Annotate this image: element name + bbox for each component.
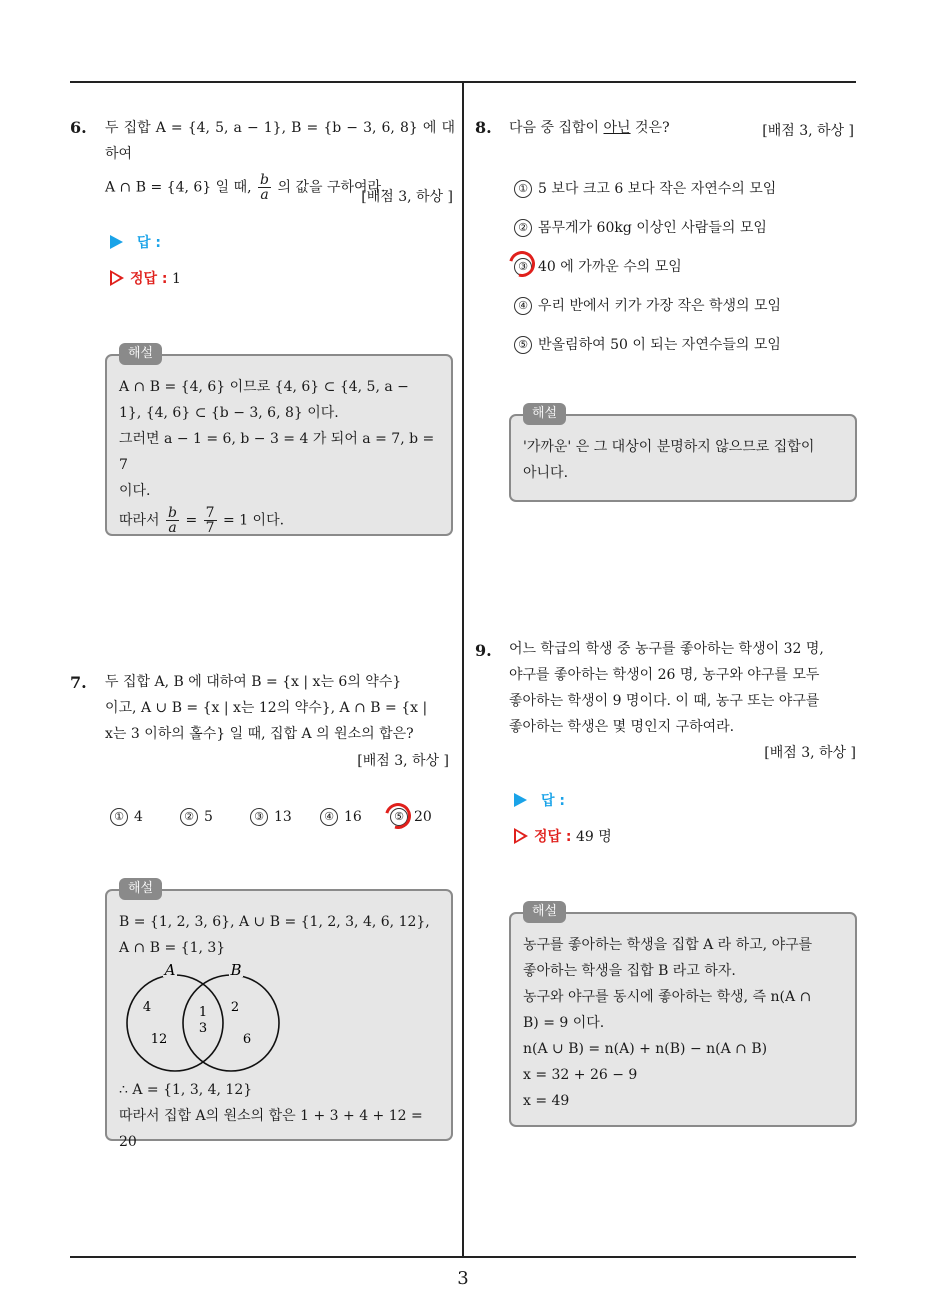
q7-explanation-tag: 해설 — [119, 878, 162, 900]
q9-correct-answer — [514, 826, 612, 846]
q8-option-5[interactable]: ⑤ 반올림하여 50 이 되는 자연수들의 모임 — [514, 334, 781, 354]
q6-stem-line1: 두 집합 A = {4, 5, a − 1}, B = {b − 3, 6, 8} 에 대하여 — [105, 120, 455, 162]
q6-correct-value: 1 — [171, 271, 181, 287]
q9-explain-line4: B) = 9 이다. — [523, 1015, 605, 1031]
q7-option-2[interactable]: ② 5 — [180, 808, 213, 826]
q7-stem-line2: 이고, A ∪ B = {x | x는 12의 약수}, A ∩ B = {x | — [105, 700, 428, 716]
q7-option-5[interactable]: ⑤ 20 — [390, 808, 432, 826]
q8-explanation-tag: 해설 — [523, 403, 566, 425]
q8-number: 8. — [475, 118, 492, 137]
q8-option-2[interactable]: ② 몸무게가 60kg 이상인 사람들의 모임 — [514, 217, 767, 237]
q9-explanation-box — [509, 904, 857, 1127]
q8-score: [배점 3, 하상 ] — [762, 123, 854, 139]
q9-stem — [509, 636, 859, 740]
q9-correct-label: 정답 : — [534, 829, 572, 845]
q7-explain-line1: B = {1, 2, 3, 6}, A ∪ B = {1, 2, 3, 4, 6, 12}, — [119, 914, 430, 930]
venn-circle-b — [183, 975, 279, 1071]
q9-explain-line7: x = 49 — [523, 1093, 570, 1109]
q7-number: 7. — [70, 673, 87, 692]
q6-explain-line5: 따라서 $\frac{b}{a}$ = $\frac{7}{7}$ = 1 이다. — [119, 505, 285, 536]
q9-stem-line4: 좋아하는 학생은 몇 명인지 구하여라. — [509, 719, 735, 735]
q7-answer-mark-icon — [380, 798, 416, 834]
q9-correct-value: 49 명 — [575, 829, 612, 845]
q6-explanation-box — [105, 346, 453, 536]
q8-answer-mark-icon — [504, 246, 540, 282]
q8-explain-line1: '가까운' 은 그 대상이 분명하지 않으므로 집합이 — [523, 439, 815, 455]
q7-option-3[interactable]: ③ 13 — [250, 808, 292, 826]
q9-explain-line3: 농구와 야구를 동시에 좋아하는 학생, 즉 n(A ∩ — [523, 989, 812, 1005]
q9-stem-line2: 야구를 좋아하는 학생이 26 명, 농구와 야구를 모두 — [509, 667, 820, 683]
q7-explain-line4: 따라서 집합 A의 원소의 합은 1 + 3 + 4 + 12 = 20 — [119, 1108, 423, 1150]
outline-triangle-icon — [110, 270, 124, 286]
venn-both-2: 3 — [198, 1021, 208, 1036]
q9-score: [배점 3, 하상 ] — [764, 745, 856, 761]
q9-explanation-tag: 해설 — [523, 901, 566, 923]
q7-stem-line1: 두 집합 A, B 에 대하여 B = {x | x는 6의 약수} — [105, 674, 402, 690]
q6-correct-answer — [110, 268, 181, 288]
q8-explain-line2: 아니다. — [523, 465, 569, 481]
q9-number: 9. — [475, 641, 492, 660]
q7-venn-diagram — [119, 961, 289, 1077]
q6-explain-line1: A ∩ B = {4, 6} 이므로 {4, 6} ⊂ {4, 5, a − — [119, 379, 409, 395]
q7-option-4[interactable]: ④ 16 — [320, 808, 362, 826]
venn-b-only-2: 6 — [242, 1032, 252, 1047]
q6-fraction: $\frac{b}{a}$ — [260, 172, 270, 203]
q6-explanation-tag: 해설 — [119, 343, 162, 365]
q7-option-1[interactable]: ① 4 — [110, 808, 143, 826]
play-triangle-icon — [110, 235, 123, 249]
q6-explain-line2: 1}, {4, 6} ⊂ {b − 3, 6, 8} 이다. — [119, 405, 339, 421]
q6-number: 6. — [70, 118, 87, 137]
q8-stem-underlined: 아닌 — [603, 120, 631, 136]
venn-both-1: 1 — [198, 1005, 208, 1020]
q7-explain-line2: A ∩ B = {1, 3} — [119, 940, 226, 956]
venn-circle-a — [127, 975, 223, 1071]
q6-explain-line3: 그러면 a − 1 = 6, b − 3 = 4 가 되어 a = 7, b = 7 — [119, 431, 435, 473]
q7-explain-line3: ∴ A = {1, 3, 4, 12} — [119, 1082, 253, 1098]
q6-stem-line2-post: 의 값을 구하여라. — [277, 179, 386, 196]
page-number: 3 — [457, 1268, 469, 1289]
q8-stem: 다음 중 집합이 아닌 것은? — [509, 120, 670, 136]
q6-explain-frac1: $\frac{b}{a}$ — [168, 505, 177, 536]
q9-stem-line1: 어느 학급의 학생 중 농구를 좋아하는 학생이 32 명, — [509, 641, 824, 657]
q6-explain-line4: 이다. — [119, 483, 151, 499]
q8-option-1[interactable]: ① 5 보다 크고 6 보다 작은 자연수의 모임 — [514, 178, 776, 198]
column-divider — [462, 82, 464, 1257]
q6-explain-frac2: $\frac{7}{7}$ — [205, 505, 215, 536]
q8-explanation-box — [509, 406, 857, 502]
venn-a-only-2: 12 — [150, 1032, 168, 1047]
venn-b-only-1: 2 — [230, 1000, 240, 1015]
q9-explain-line1: 농구를 좋아하는 학생을 집합 A 라 하고, 야구를 — [523, 937, 813, 953]
play-triangle-icon — [514, 793, 527, 807]
q7-score: [배점 3, 하상 ] — [357, 753, 449, 769]
venn-a-only-1: 4 — [142, 1000, 152, 1015]
q7-stem-line3: x는 3 이하의 홀수} 일 때, 집합 A 의 원소의 합은? — [105, 726, 414, 742]
q6-answer-label: 답 : — [110, 232, 161, 252]
q6-score: [배점 3, 하상 ] — [361, 189, 453, 205]
q7-stem — [105, 669, 455, 747]
q8-option-3[interactable]: ③ 40 에 가까운 수의 모임 — [514, 256, 682, 276]
q9-explain-line2: 좋아하는 학생을 집합 B 라고 하자. — [523, 963, 736, 979]
q9-explain-line6: x = 32 + 26 − 9 — [523, 1067, 638, 1083]
q6-correct-label: 정답 : — [130, 271, 168, 287]
q9-stem-line3: 좋아하는 학생이 9 명이다. 이 때, 농구 또는 야구를 — [509, 693, 820, 709]
q9-answer-label: 답 : — [514, 790, 565, 810]
q7-explanation-box — [105, 881, 453, 1150]
outline-triangle-icon — [514, 828, 528, 844]
venn-label-a: A — [164, 961, 176, 979]
q9-explain-line5: n(A ∪ B) = n(A) + n(B) − n(A ∩ B) — [523, 1041, 768, 1057]
venn-label-b: B — [230, 961, 242, 979]
q8-option-4[interactable]: ④ 우리 반에서 키가 가장 작은 학생의 모임 — [514, 295, 781, 315]
q6-stem-line2-pre: A ∩ B = {4, 6} 일 때, — [105, 179, 252, 196]
